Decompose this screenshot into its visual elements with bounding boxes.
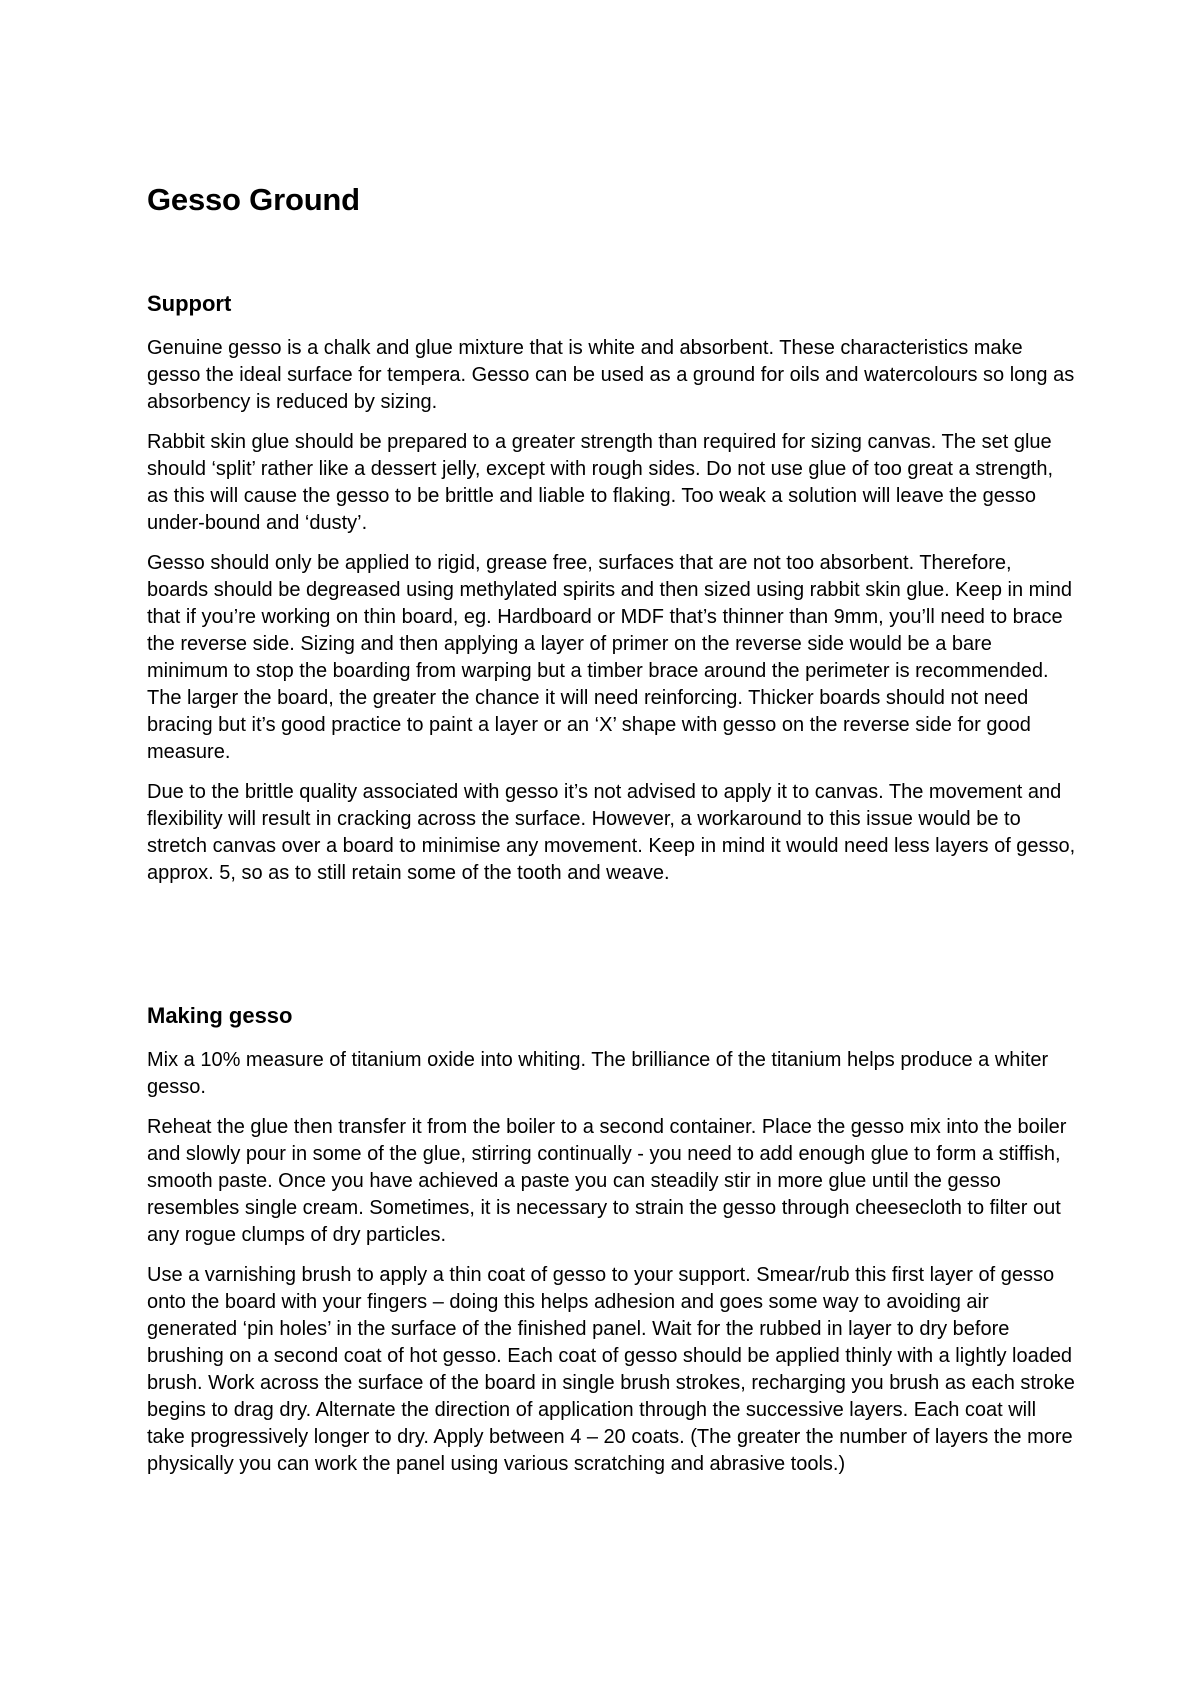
section-making-gesso bbox=[147, 1002, 1077, 1491]
paragraph: Use a varnishing brush to apply a thin coat of gesso to your support. Smear/rub this first layer of gesso onto the board with your fingers – doing this helps adhesion and goes some way to avoiding air generated ‘pin holes’ in the surface of the finished panel. Wait for the rubbed in layer to dry before brushing on a second coat of hot gesso. Each coat of gesso should be applied thinly with a lightly loaded brush. Work across the surface of the board in single brush strokes, recharging you brush as each stroke begins to drag dry. Alternate the direction of application through the successive layers. Each coat will take progressively longer to dry. Apply between 4 – 20 coats. (The greater the number of layers the more physically you can work the panel using various scratching and abrasive tools.) bbox=[147, 1264, 1075, 1475]
document-title: Gesso Ground bbox=[147, 182, 360, 217]
section-support bbox=[147, 290, 1077, 900]
section-heading-making-gesso: Making gesso bbox=[147, 1003, 293, 1028]
paragraph: Mix a 10% measure of titanium oxide into whiting. The brilliance of the titanium helps produce a whiter gesso. bbox=[147, 1049, 1049, 1098]
paragraph: Genuine gesso is a chalk and glue mixture that is white and absorbent. These characteristics make gesso the ideal surface for tempera. Gesso can be used as a ground for oils and watercolours so long as absorbency is reduced by sizing. bbox=[147, 337, 1075, 413]
document-page bbox=[147, 0, 1077, 1698]
paragraph: Reheat the glue then transfer it from the boiler to a second container. Place the gesso mix into the boiler and slowly pour in some of the glue, stirring continually - you need to add enough glue to form a stiffish, smooth paste. Once you have achieved a paste you can steadily stir in more glue until the gesso resembles single cream. Sometimes, it is necessary to strain the gesso through cheesecloth to filter out any rogue clumps of dry particles. bbox=[147, 1116, 1067, 1246]
paragraph: Rabbit skin glue should be prepared to a greater strength than required for sizing canvas. The set glue should ‘split’ rather like a dessert jelly, except with rough sides. Do not use glue of too great a strength, as this will cause the gesso to be brittle and liable to flaking. Too weak a solution will leave the gesso under-bound and ‘dusty’. bbox=[147, 431, 1054, 534]
section-heading-support: Support bbox=[147, 291, 232, 316]
paragraph: Due to the brittle quality associated with gesso it’s not advised to apply it to canvas. The movement and flexibility will result in cracking across the surface. However, a workaround to this issue would be to stretch canvas over a board to minimise any movement. Keep in mind it would need less layers of gesso, approx. 5, so as to still retain some of the tooth and weave. bbox=[147, 781, 1076, 884]
paragraph: Gesso should only be applied to rigid, grease free, surfaces that are not too absorbent. Therefore, boards should be degreased using methylated spirits and then sized using rabbit skin glue. Keep in mind that if you’re working on thin board, eg. Hardboard or MDF that’s thinner than 9mm, you’ll need to brace the reverse side. Sizing and then applying a layer of primer on the reverse side would be a bare minimum to stop the boarding from warping but a timber brace around the perimeter is recommended. The larger the board, the greater the chance it will need reinforcing. Thicker boards should not need bracing but it’s good practice to paint a layer or an ‘X’ shape with gesso on the reverse side for good measure. bbox=[147, 552, 1073, 763]
